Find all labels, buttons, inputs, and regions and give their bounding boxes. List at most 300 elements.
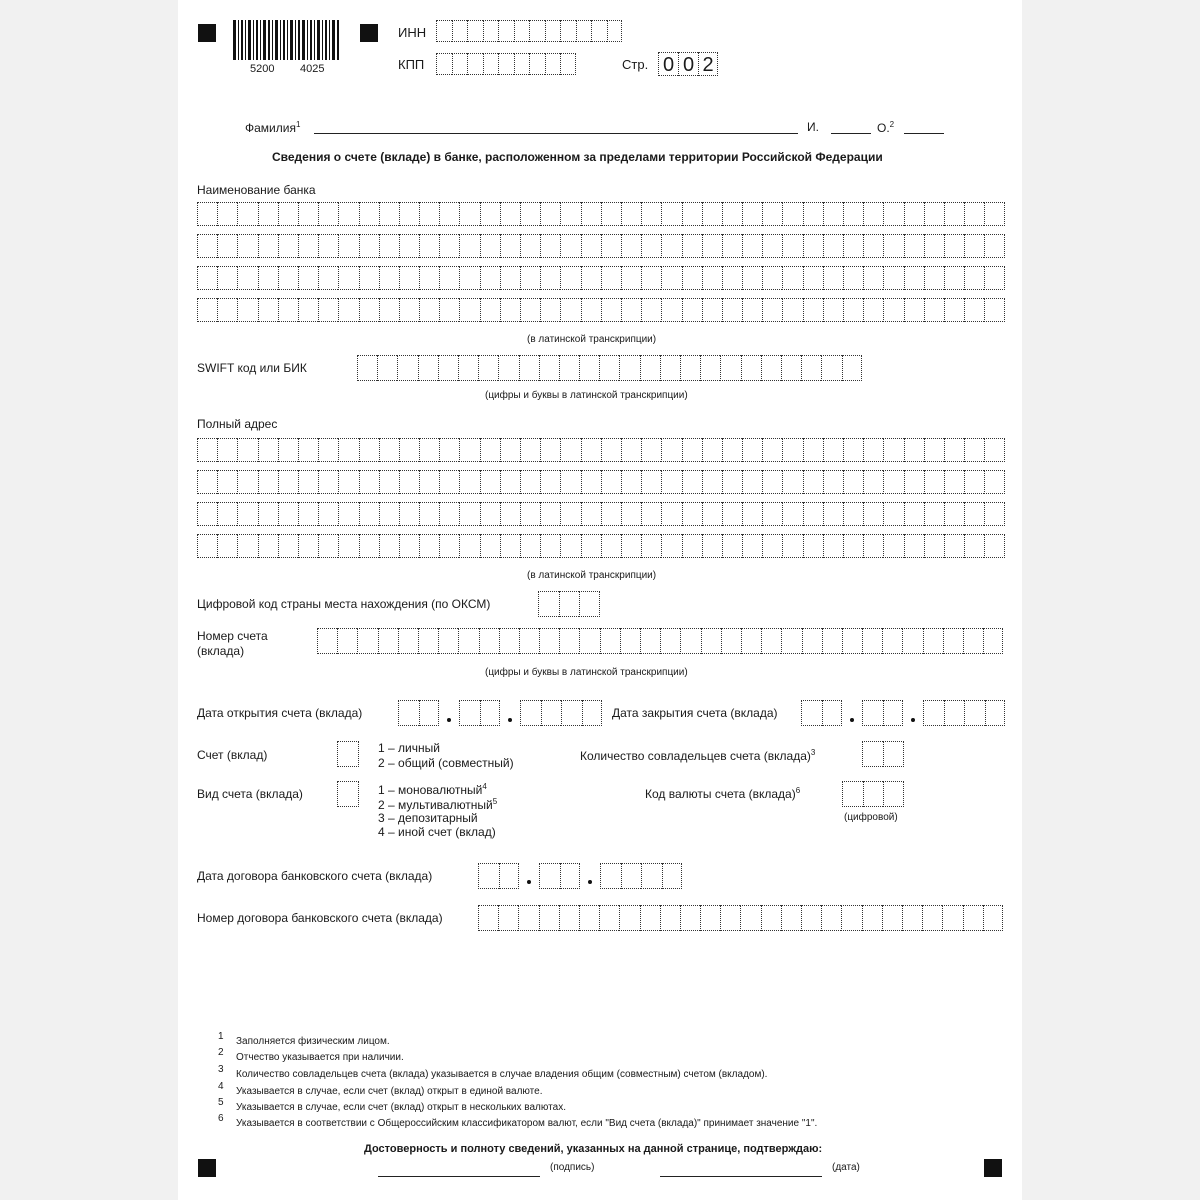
input-cell[interactable]: [539, 905, 559, 931]
input-cell[interactable]: [379, 266, 399, 290]
input-cell[interactable]: [841, 905, 861, 931]
input-cell[interactable]: [459, 298, 479, 322]
input-cell[interactable]: [803, 298, 823, 322]
input-cell[interactable]: [801, 905, 821, 931]
input-cell[interactable]: [621, 534, 641, 558]
input-cell[interactable]: [682, 534, 702, 558]
input-cell[interactable]: [540, 438, 560, 462]
input-cell[interactable]: [641, 234, 661, 258]
input-cell[interactable]: [500, 502, 520, 526]
input-cell[interactable]: [237, 234, 257, 258]
input-cell[interactable]: [904, 298, 924, 322]
input-cell[interactable]: [419, 502, 439, 526]
input-cell[interactable]: [439, 534, 459, 558]
input-cell[interactable]: [500, 438, 520, 462]
input-cell[interactable]: [520, 470, 540, 494]
input-cell[interactable]: [581, 470, 601, 494]
surname-field[interactable]: [314, 133, 798, 134]
input-cell[interactable]: [318, 534, 338, 558]
input-cell[interactable]: [702, 438, 722, 462]
input-cell[interactable]: [619, 355, 639, 381]
input-cell[interactable]: [419, 700, 440, 726]
initial-i-field[interactable]: [831, 133, 871, 134]
input-cell[interactable]: [944, 298, 964, 322]
input-cell[interactable]: [641, 266, 661, 290]
input-cell[interactable]: [843, 234, 863, 258]
input-cell[interactable]: [520, 534, 540, 558]
input-cell[interactable]: [459, 202, 479, 226]
input-cell[interactable]: [500, 534, 520, 558]
input-cell[interactable]: [943, 628, 963, 654]
input-cell[interactable]: [591, 20, 607, 42]
input-cell[interactable]: [217, 470, 237, 494]
input-cell[interactable]: [439, 298, 459, 322]
input-cell[interactable]: [520, 234, 540, 258]
input-cell[interactable]: [682, 470, 702, 494]
input-cell[interactable]: [640, 628, 660, 654]
input-cell[interactable]: [803, 470, 823, 494]
input-cell[interactable]: [944, 438, 964, 462]
input-cell[interactable]: [984, 298, 1004, 322]
input-cell[interactable]: [539, 863, 560, 889]
input-cell[interactable]: [803, 502, 823, 526]
input-cell[interactable]: [439, 438, 459, 462]
input-cell[interactable]: [258, 266, 278, 290]
input-cell[interactable]: [803, 266, 823, 290]
input-cell[interactable]: [520, 502, 540, 526]
input-cell[interactable]: [762, 202, 782, 226]
account-number-field[interactable]: [317, 628, 1003, 654]
input-cell[interactable]: [781, 628, 801, 654]
input-cell[interactable]: [822, 628, 842, 654]
input-cell[interactable]: [499, 628, 519, 654]
input-cell[interactable]: [601, 502, 621, 526]
input-cell[interactable]: [761, 628, 781, 654]
input-cell[interactable]: [621, 202, 641, 226]
input-cell[interactable]: [439, 470, 459, 494]
signature-field[interactable]: [378, 1176, 540, 1177]
contract-number-field[interactable]: [478, 905, 1003, 931]
input-cell[interactable]: [258, 502, 278, 526]
input-cell[interactable]: [823, 298, 843, 322]
contract-date-year[interactable]: [600, 863, 682, 889]
address-row-1[interactable]: [197, 438, 1005, 462]
input-cell[interactable]: [863, 470, 883, 494]
input-cell[interactable]: [514, 53, 530, 75]
input-cell[interactable]: [419, 438, 439, 462]
input-cell[interactable]: [742, 502, 762, 526]
input-cell[interactable]: [357, 355, 377, 381]
input-cell[interactable]: [661, 438, 681, 462]
input-cell[interactable]: [581, 202, 601, 226]
input-cell[interactable]: [682, 202, 702, 226]
input-cell[interactable]: [560, 298, 580, 322]
input-cell[interactable]: [883, 298, 903, 322]
input-cell[interactable]: [480, 470, 500, 494]
input-cell[interactable]: [762, 534, 782, 558]
input-cell[interactable]: [922, 905, 942, 931]
input-cell[interactable]: [480, 202, 500, 226]
input-cell[interactable]: [338, 202, 358, 226]
bank-name-row-1[interactable]: [197, 202, 1005, 226]
input-cell[interactable]: [278, 534, 298, 558]
input-cell[interactable]: [278, 438, 298, 462]
input-cell[interactable]: [641, 502, 661, 526]
input-cell[interactable]: [607, 20, 623, 42]
input-cell[interactable]: [661, 534, 681, 558]
input-cell[interactable]: [438, 628, 458, 654]
input-cell[interactable]: [318, 438, 338, 462]
input-cell[interactable]: [843, 470, 863, 494]
input-cell[interactable]: [863, 234, 883, 258]
input-cell[interactable]: [337, 741, 359, 767]
input-cell[interactable]: [680, 905, 700, 931]
input-cell[interactable]: [782, 502, 802, 526]
input-cell[interactable]: [539, 355, 559, 381]
input-cell[interactable]: [883, 438, 903, 462]
input-cell[interactable]: [399, 266, 419, 290]
input-cell[interactable]: [338, 502, 358, 526]
input-cell[interactable]: [480, 234, 500, 258]
input-cell[interactable]: [581, 438, 601, 462]
input-cell[interactable]: [459, 438, 479, 462]
input-cell[interactable]: [661, 502, 681, 526]
input-cell[interactable]: [680, 628, 700, 654]
input-cell[interactable]: [318, 266, 338, 290]
input-cell[interactable]: [641, 470, 661, 494]
input-cell[interactable]: [520, 298, 540, 322]
input-cell[interactable]: [318, 202, 338, 226]
input-cell[interactable]: [529, 20, 545, 42]
input-cell[interactable]: [298, 438, 318, 462]
input-cell[interactable]: [338, 470, 358, 494]
input-cell[interactable]: [540, 266, 560, 290]
input-cell[interactable]: [963, 905, 983, 931]
input-cell[interactable]: [459, 700, 480, 726]
input-cell[interactable]: [740, 905, 760, 931]
input-cell[interactable]: [338, 234, 358, 258]
input-cell[interactable]: [883, 202, 903, 226]
input-cell[interactable]: [802, 628, 822, 654]
input-cell[interactable]: [782, 438, 802, 462]
input-cell[interactable]: [621, 298, 641, 322]
input-cell[interactable]: [197, 298, 217, 322]
input-cell[interactable]: [741, 628, 761, 654]
input-cell[interactable]: [601, 202, 621, 226]
input-cell[interactable]: [882, 628, 902, 654]
input-cell[interactable]: [237, 298, 257, 322]
input-cell[interactable]: [560, 534, 580, 558]
input-cell[interactable]: [576, 20, 592, 42]
input-cell[interactable]: [843, 202, 863, 226]
input-cell[interactable]: [518, 905, 538, 931]
input-cell[interactable]: [722, 298, 742, 322]
input-cell[interactable]: [641, 298, 661, 322]
input-cell[interactable]: [741, 355, 761, 381]
input-cell[interactable]: [600, 628, 620, 654]
input-cell[interactable]: [661, 202, 681, 226]
input-cell[interactable]: [197, 266, 217, 290]
input-cell[interactable]: [863, 266, 883, 290]
input-cell[interactable]: [984, 266, 1004, 290]
input-cell[interactable]: [701, 628, 721, 654]
input-cell[interactable]: [459, 470, 479, 494]
input-cell[interactable]: [378, 628, 398, 654]
bank-name-row-2[interactable]: [197, 234, 1005, 258]
input-cell[interactable]: [702, 298, 722, 322]
input-cell[interactable]: [237, 470, 257, 494]
input-cell[interactable]: [823, 470, 843, 494]
input-cell[interactable]: [540, 234, 560, 258]
input-cell[interactable]: [682, 438, 702, 462]
input-cell[interactable]: [742, 202, 762, 226]
input-cell[interactable]: [944, 234, 964, 258]
inn-field[interactable]: [436, 20, 622, 42]
input-cell[interactable]: [883, 534, 903, 558]
input-cell[interactable]: [621, 266, 641, 290]
input-cell[interactable]: [459, 534, 479, 558]
input-cell[interactable]: [458, 628, 478, 654]
input-cell[interactable]: [359, 502, 379, 526]
input-cell[interactable]: [545, 20, 561, 42]
input-cell[interactable]: [742, 234, 762, 258]
initial-o-field[interactable]: [904, 133, 944, 134]
input-cell[interactable]: [560, 20, 576, 42]
input-cell[interactable]: [559, 591, 580, 617]
input-cell[interactable]: [278, 470, 298, 494]
input-cell[interactable]: [258, 438, 278, 462]
input-cell[interactable]: [964, 202, 984, 226]
input-cell[interactable]: [984, 470, 1004, 494]
input-cell[interactable]: [883, 781, 904, 807]
input-cell[interactable]: [278, 234, 298, 258]
input-cell[interactable]: [842, 355, 862, 381]
input-cell[interactable]: [944, 534, 964, 558]
input-cell[interactable]: [964, 502, 984, 526]
input-cell[interactable]: [862, 905, 882, 931]
input-cell[interactable]: [514, 20, 530, 42]
input-cell[interactable]: [560, 234, 580, 258]
input-cell[interactable]: [298, 298, 318, 322]
input-cell[interactable]: [318, 234, 338, 258]
input-cell[interactable]: [964, 700, 985, 726]
input-cell[interactable]: [581, 298, 601, 322]
input-cell[interactable]: [498, 20, 514, 42]
input-cell[interactable]: [821, 355, 841, 381]
kpp-field[interactable]: [436, 53, 576, 75]
input-cell[interactable]: [883, 266, 903, 290]
input-cell[interactable]: [379, 298, 399, 322]
input-cell[interactable]: [904, 234, 924, 258]
input-cell[interactable]: [944, 502, 964, 526]
input-cell[interactable]: [258, 234, 278, 258]
input-cell[interactable]: [702, 266, 722, 290]
input-cell[interactable]: [983, 628, 1003, 654]
input-cell[interactable]: [702, 534, 722, 558]
input-cell[interactable]: [399, 298, 419, 322]
input-cell[interactable]: [782, 266, 802, 290]
input-cell[interactable]: [467, 20, 483, 42]
input-cell[interactable]: [762, 298, 782, 322]
input-cell[interactable]: [520, 700, 541, 726]
input-cell[interactable]: [700, 355, 720, 381]
input-cell[interactable]: [379, 502, 399, 526]
input-cell[interactable]: [781, 355, 801, 381]
input-cell[interactable]: [601, 438, 621, 462]
input-cell[interactable]: [964, 534, 984, 558]
input-cell[interactable]: [660, 905, 680, 931]
input-cell[interactable]: [480, 438, 500, 462]
input-cell[interactable]: [398, 700, 419, 726]
input-cell[interactable]: [904, 534, 924, 558]
input-cell[interactable]: [661, 470, 681, 494]
input-cell[interactable]: [924, 470, 944, 494]
input-cell[interactable]: [217, 502, 237, 526]
input-cell[interactable]: [379, 470, 399, 494]
input-cell[interactable]: [803, 202, 823, 226]
input-cell[interactable]: [379, 438, 399, 462]
page-number-field[interactable]: [658, 52, 718, 76]
input-cell[interactable]: [984, 534, 1004, 558]
input-cell[interactable]: [439, 234, 459, 258]
input-cell[interactable]: [483, 20, 499, 42]
address-row-2[interactable]: [197, 470, 1005, 494]
input-cell[interactable]: [742, 470, 762, 494]
input-cell[interactable]: [924, 266, 944, 290]
input-cell[interactable]: [721, 628, 741, 654]
input-cell[interactable]: [843, 266, 863, 290]
input-cell[interactable]: [863, 298, 883, 322]
input-cell[interactable]: [197, 470, 217, 494]
input-cell[interactable]: [217, 534, 237, 558]
input-cell[interactable]: [318, 470, 338, 494]
input-cell[interactable]: [762, 502, 782, 526]
input-cell[interactable]: [498, 905, 518, 931]
input-cell[interactable]: [359, 234, 379, 258]
input-cell[interactable]: [782, 234, 802, 258]
input-cell[interactable]: [483, 53, 499, 75]
input-cell[interactable]: [197, 202, 217, 226]
input-cell[interactable]: [619, 905, 639, 931]
input-cell[interactable]: [520, 438, 540, 462]
input-cell[interactable]: [452, 20, 468, 42]
input-cell[interactable]: [762, 266, 782, 290]
input-cell[interactable]: [419, 534, 439, 558]
input-cell[interactable]: [561, 700, 582, 726]
input-cell[interactable]: [863, 438, 883, 462]
input-cell[interactable]: [581, 266, 601, 290]
input-cell[interactable]: [843, 502, 863, 526]
input-cell[interactable]: [258, 202, 278, 226]
input-cell[interactable]: [621, 863, 642, 889]
input-cell[interactable]: [601, 534, 621, 558]
input-cell[interactable]: [984, 502, 1004, 526]
input-cell[interactable]: [964, 234, 984, 258]
input-cell[interactable]: [338, 266, 358, 290]
input-cell[interactable]: [459, 266, 479, 290]
input-cell[interactable]: [560, 502, 580, 526]
input-cell[interactable]: [842, 628, 862, 654]
input-cell[interactable]: [581, 534, 601, 558]
input-cell[interactable]: [883, 700, 904, 726]
input-cell[interactable]: [964, 298, 984, 322]
input-cell[interactable]: [682, 266, 702, 290]
input-cell[interactable]: [904, 502, 924, 526]
input-cell[interactable]: [823, 202, 843, 226]
input-cell[interactable]: [237, 202, 257, 226]
input-cell[interactable]: [863, 202, 883, 226]
address-row-3[interactable]: [197, 502, 1005, 526]
input-cell[interactable]: [641, 438, 661, 462]
input-cell[interactable]: [278, 502, 298, 526]
input-cell[interactable]: [499, 863, 520, 889]
input-cell[interactable]: [702, 202, 722, 226]
input-cell[interactable]: [641, 863, 662, 889]
input-cell[interactable]: [480, 534, 500, 558]
date-field[interactable]: [660, 1176, 822, 1177]
input-cell[interactable]: [480, 502, 500, 526]
input-cell[interactable]: [579, 905, 599, 931]
input-cell[interactable]: [904, 202, 924, 226]
input-cell[interactable]: [782, 298, 802, 322]
input-cell[interactable]: [458, 355, 478, 381]
input-cell[interactable]: [924, 438, 944, 462]
input-cell[interactable]: [419, 470, 439, 494]
input-cell[interactable]: [318, 502, 338, 526]
input-cell[interactable]: [944, 470, 964, 494]
input-cell[interactable]: [467, 53, 483, 75]
address-row-4[interactable]: [197, 534, 1005, 558]
input-cell[interactable]: [924, 502, 944, 526]
input-cell[interactable]: [278, 202, 298, 226]
input-cell[interactable]: [823, 266, 843, 290]
input-cell[interactable]: [902, 905, 922, 931]
input-cell[interactable]: [661, 298, 681, 322]
input-cell[interactable]: [620, 628, 640, 654]
input-cell[interactable]: [217, 202, 237, 226]
input-cell[interactable]: [964, 438, 984, 462]
input-cell[interactable]: [682, 502, 702, 526]
input-cell[interactable]: [803, 534, 823, 558]
contract-date-month[interactable]: [539, 863, 580, 889]
input-cell[interactable]: [298, 234, 318, 258]
input-cell[interactable]: [579, 628, 599, 654]
input-cell[interactable]: [520, 202, 540, 226]
input-cell[interactable]: [397, 355, 417, 381]
input-cell[interactable]: [359, 298, 379, 322]
input-cell[interactable]: [559, 628, 579, 654]
input-cell[interactable]: [419, 234, 439, 258]
input-cell[interactable]: [722, 266, 742, 290]
input-cell[interactable]: [660, 355, 680, 381]
input-cell[interactable]: [924, 202, 944, 226]
input-cell[interactable]: [498, 53, 514, 75]
close-date-day[interactable]: [801, 700, 842, 726]
input-cell[interactable]: [560, 202, 580, 226]
input-cell[interactable]: [822, 700, 843, 726]
input-cell[interactable]: [601, 266, 621, 290]
input-cell[interactable]: [459, 502, 479, 526]
input-cell[interactable]: [680, 355, 700, 381]
input-cell[interactable]: [436, 20, 452, 42]
input-cell[interactable]: [902, 628, 922, 654]
input-cell[interactable]: [761, 905, 781, 931]
account-kind-field[interactable]: [337, 781, 359, 807]
input-cell[interactable]: [538, 591, 559, 617]
input-cell[interactable]: [883, 502, 903, 526]
input-cell[interactable]: [559, 355, 579, 381]
country-code-field[interactable]: [538, 591, 600, 617]
